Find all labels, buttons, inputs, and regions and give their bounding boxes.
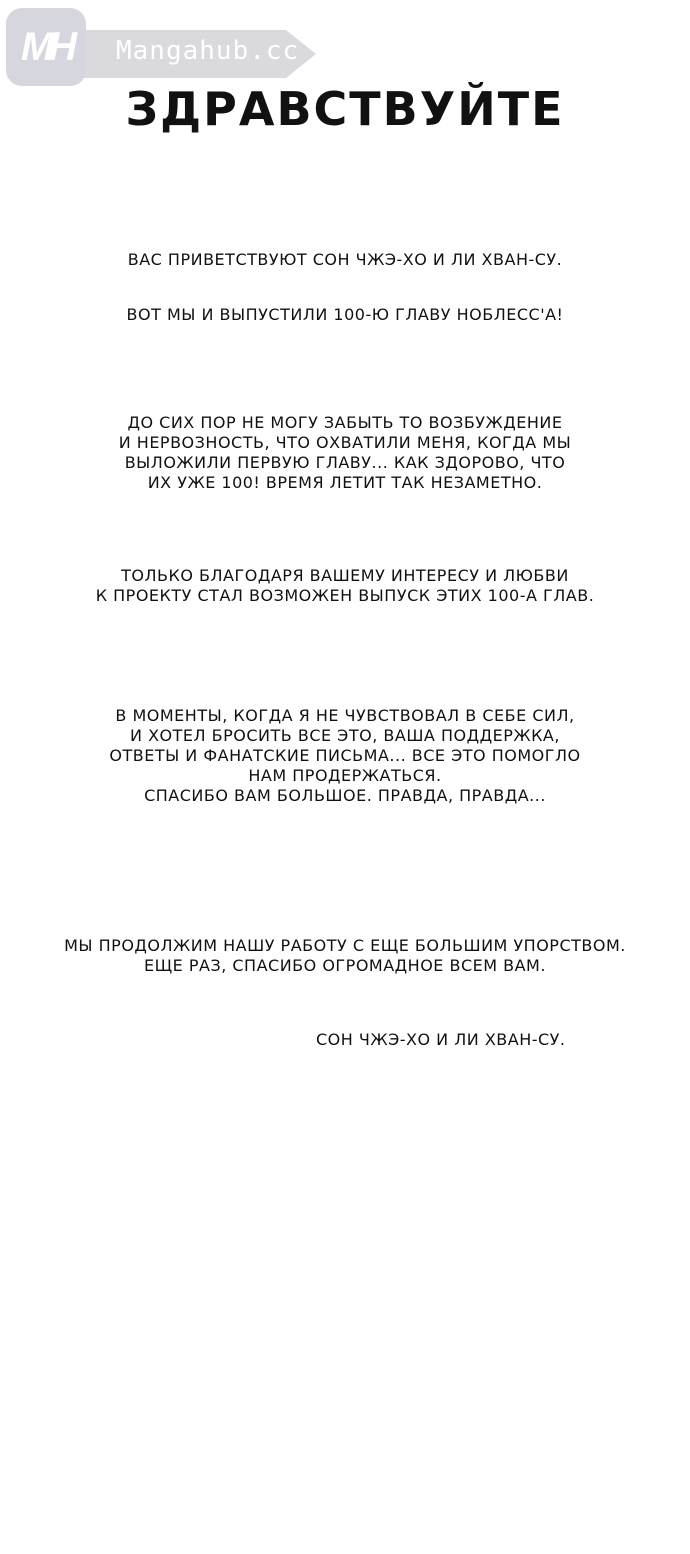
text-line: ВАС ПРИВЕТСТВУЮТ СОН ЧЖЭ-ХО И ЛИ ХВАН-СУ. bbox=[127, 250, 563, 269]
paragraph-greeting bbox=[0, 250, 690, 270]
mangahub-logo bbox=[6, 8, 86, 86]
text-line: В МОМЕНТЫ, КОГДА Я НЕ ЧУВСТВОВАЛ В СЕБЕ СИЛ, bbox=[115, 706, 575, 725]
author-signature: СОН ЧЖЭ-ХО И ЛИ ХВАН-СУ. bbox=[316, 1030, 566, 1049]
paragraph-chapter-100 bbox=[0, 305, 690, 325]
text-line: МЫ ПРОДОЛЖИМ НАШУ РАБОТУ С ЕЩЕ БОЛЬШИМ УПОРСТВОМ. bbox=[64, 936, 626, 955]
paragraph-continue bbox=[0, 936, 690, 976]
text-line: ВОТ МЫ И ВЫПУСТИЛИ 100-Ю ГЛАВУ НОБЛЕСС'А! bbox=[126, 305, 564, 324]
watermark-site-text: Mangahub.cc bbox=[116, 36, 300, 66]
text-line: К ПРОЕКТУ СТАЛ ВОЗМОЖЕН ВЫПУСК ЭТИХ 100-А ГЛАВ. bbox=[95, 586, 595, 605]
text-line: НАМ ПРОДЕРЖАТЬСЯ. bbox=[248, 766, 442, 785]
page-title: ЗДРАВСТВУЙТЕ bbox=[125, 82, 565, 136]
text-line: ОТВЕТЫ И ФАНАТСКИЕ ПИСЬМА... ВСЕ ЭТО ПОМОГЛО bbox=[109, 746, 581, 765]
mangahub-watermark bbox=[6, 8, 336, 86]
text-line: ЕЩЕ РАЗ, СПАСИБО ОГРОМАДНОЕ ВСЕМ ВАМ. bbox=[144, 956, 546, 975]
text-line: И НЕРВОЗНОСТЬ, ЧТО ОХВАТИЛИ МЕНЯ, КОГДА МЫ bbox=[118, 433, 572, 452]
text-line: ИХ УЖЕ 100! ВРЕМЯ ЛЕТИТ ТАК НЕЗАМЕТНО. bbox=[147, 473, 543, 492]
text-line: СПАСИБО ВАМ БОЛЬШОЕ. ПРАВДА, ПРАВДА... bbox=[144, 786, 546, 805]
text-line: ВЫЛОЖИЛИ ПЕРВУЮ ГЛАВУ... КАК ЗДОРОВО, ЧТО bbox=[124, 453, 566, 472]
logo-text: MH bbox=[20, 24, 72, 69]
paragraph-thanks-interest bbox=[0, 566, 690, 606]
text-line: ТОЛЬКО БЛАГОДАРЯ ВАШЕМУ ИНТЕРЕСУ И ЛЮБВИ bbox=[121, 566, 569, 585]
paragraph-excitement bbox=[0, 413, 690, 493]
text-line: ДО СИХ ПОР НЕ МОГУ ЗАБЫТЬ ТО ВОЗБУЖДЕНИЕ bbox=[127, 413, 563, 432]
paragraph-support bbox=[0, 706, 690, 806]
text-line: И ХОТЕЛ БРОСИТЬ ВСЕ ЭТО, ВАША ПОДДЕРЖКА, bbox=[130, 726, 560, 745]
